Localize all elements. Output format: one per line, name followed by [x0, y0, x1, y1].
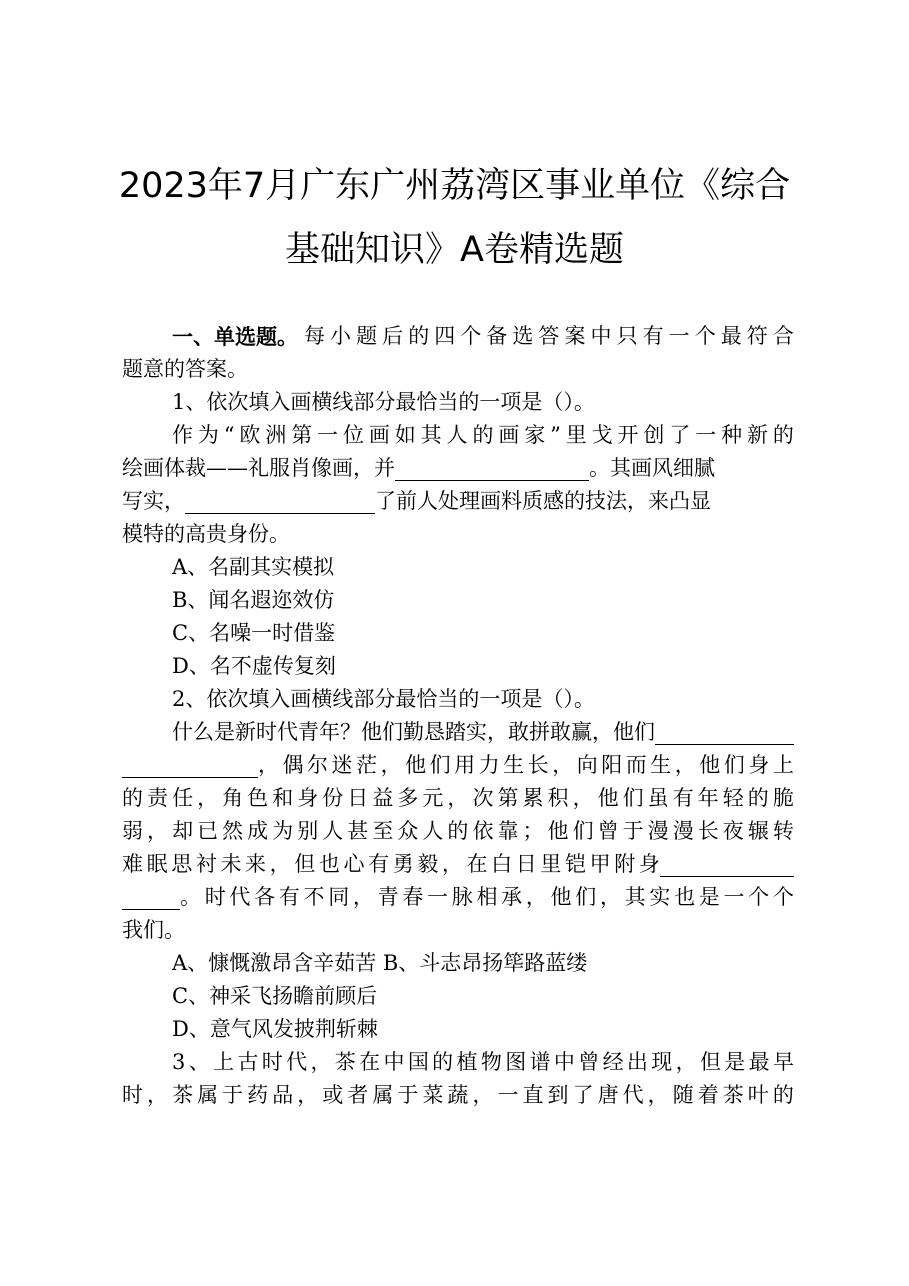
question-1-option-c: C、名噪一时借鉴 — [172, 621, 336, 645]
question-1-passage-line — [122, 485, 794, 518]
question-1-passage-line: 作 为 “ 欧 洲 第 一 位 画 如 其 人 的 画 家 ” 里 戈 开 创 了 一 种 新 的 — [172, 423, 794, 447]
passage-text: 绘画体裁——礼服肖像画，并 — [122, 456, 395, 480]
answer-blank — [122, 885, 180, 910]
section-intro-line — [122, 320, 794, 353]
document-title-line-1: 2023年7月广东广州荔湾区事业单位《综合 — [118, 166, 791, 206]
document-body — [122, 320, 794, 1112]
question-2-passage-line: 我们。 — [122, 918, 185, 942]
answer-blank — [655, 720, 794, 745]
question-2-passage-line — [122, 881, 794, 914]
section-description-cont: 题意的答案。 — [122, 357, 248, 381]
passage-text: 什么是新时代青年？他们勤恳踏实，敢拼敢赢，他们 — [172, 720, 655, 744]
question-2-passage-line — [122, 848, 794, 881]
question-2-passage-line — [122, 716, 794, 749]
answer-blank — [395, 456, 589, 481]
question-2-stem: 2、依次填入画横线部分最恰当的一项是（）。 — [172, 687, 595, 711]
passage-text: 写实， — [122, 489, 185, 513]
document-title-line-2: 基础知识》A卷精选题 — [285, 230, 624, 270]
question-2-passage-line: 的 责 任 ， 角 色 和 身 份 日 益 多 元 ， 次 第 累 积 ， 他 们 虽 有 年 轻 的 脆 — [122, 786, 794, 810]
section-description: 每 小 题 后 的 四 个 备 选 答 案 中 只 有 一 个 最 符 合 — [304, 324, 794, 348]
question-2-passage-line: 弱 ， 却 已 然 成 为 别 人 甚 至 众 人 的 依 靠 ； 他 们 曾 于 漫 漫 长 夜 辗 转 — [122, 819, 794, 843]
question-2-option-c: C、神采飞扬瞻前顾后 — [172, 984, 378, 1008]
question-2-option-ab: A、慷慨激昂含辛茹苦 B、斗志昂扬筚路蓝缕 — [172, 951, 588, 975]
question-1-passage-line: 模特的高贵身份。 — [122, 522, 290, 546]
question-1-option-b: B、闻名遐迩效仿 — [172, 588, 335, 612]
question-1-option-d: D、名不虚传复刻 — [172, 654, 336, 678]
question-1-stem: 1、依次填入画横线部分最恰当的一项是（）。 — [172, 390, 595, 414]
answer-blank — [122, 753, 258, 778]
passage-text: 了前人处理画料质感的技法，来凸显 — [375, 489, 711, 513]
question-1-passage-line — [122, 452, 794, 485]
answer-blank — [660, 852, 794, 877]
answer-blank — [185, 489, 375, 514]
passage-text: 。其画风细腻 — [589, 456, 715, 480]
passage-text: ， 偶 尔 迷 茫 ， 他 们 用 力 生 长 ， 向 阳 而 生 ， 他 们 身 上 — [258, 753, 794, 777]
passage-text: 难 眠 思 衬 未 来 ， 但 也 心 有 勇 毅 ， 在 白 日 里 铠 甲 附 身 — [122, 852, 660, 876]
question-2-passage-line — [122, 749, 794, 782]
question-1-option-a: A、名副其实模拟 — [172, 555, 335, 579]
question-2-option-d: D、意气风发披荆斩棘 — [172, 1017, 378, 1041]
question-3-passage-line: 3 、 上 古 时 代 ， 茶 在 中 国 的 植 物 图 谱 中 曾 经 出 现 ， 但 是 最 早 — [172, 1050, 794, 1074]
section-heading: 一、单选题。 — [172, 324, 298, 349]
question-3-passage-line: 时 ， 茶 属 于 药 品 ， 或 者 属 于 菜 蔬 ， 一 直 到 了 唐 代 ， 随 着 茶 叶 的 — [122, 1083, 794, 1107]
passage-text: 。 时 代 各 有 不 同 ， 青 春 一 脉 相 承 ， 他 们 ， 其 实 也 是 一 个 个 — [180, 885, 794, 909]
